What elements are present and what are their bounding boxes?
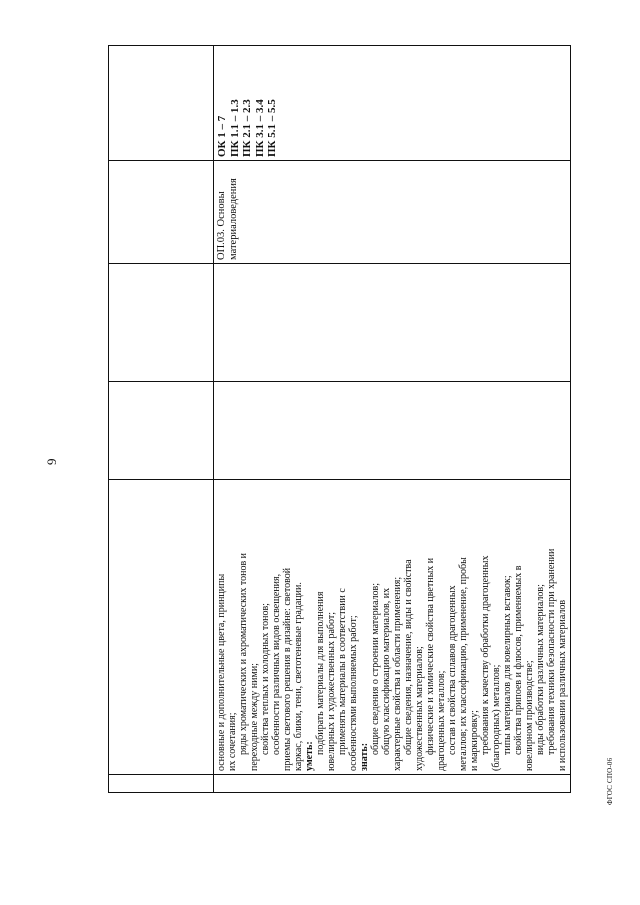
content-cell [214,480,571,775]
content-line: применять материалы в соответствии с [337,588,348,755]
content-line: приемы светового решения в дизайне: световой [282,567,293,771]
content-line: требования к качеству обработки драгоценных [480,555,491,755]
table-row [214,46,571,793]
content-line: ювелирных и художественных работ; [326,611,337,771]
competency-code: ПК 2.1 – 2.3 [241,99,253,157]
curriculum-table [108,45,571,793]
discipline-cell [214,161,571,264]
content-cell-upper [109,480,214,775]
content-line: их сочетания; [227,712,238,771]
content-line: и маркировку; [469,710,480,771]
content-line: ряды хроматических и ахроматических тонов и [238,552,249,755]
content-line: переходные между ними; [249,663,260,771]
content-line: состав и свойства сплавов драгоценных [447,585,458,755]
index-cell [109,775,214,793]
content-text [216,483,568,771]
content-line: общую классификацию материалов, их [381,587,392,755]
content-line: (благородных) металлов; [491,664,502,771]
content-line: свойства теплых и холодных тонов; [260,603,271,755]
hours-cell [109,382,214,480]
content-line: каркас, блики, тени, светотеневые градации. [293,582,304,771]
discipline-cell [109,161,214,264]
content-line: особенности различных видов освещения, [271,573,282,755]
content-line: художественных материалов; [414,646,425,771]
discipline-code: ОП.03. Основы [216,191,227,260]
competency-cell [109,46,214,161]
hours-cell [214,382,571,480]
content-line: общие сведения, назначение, виды и свойства [403,559,414,755]
hours-cell [109,264,214,382]
content-line: металлов; их классификацию, применение, пробы [458,557,469,771]
content-line: подбирать материалы для выполнения [315,591,326,755]
discipline-name: материаловедения [228,178,239,260]
competency-code: ПК 3.1 – 3.4 [253,99,266,157]
content-line: свойства припоев и флюсов, применяемых в [513,565,524,755]
content-line: характерные свойства и области применения; [392,576,403,771]
section-heading: уметь: [304,741,315,771]
competency-code: ПК 5.1 – 5.5 [266,99,278,157]
content-line: особенностями выполняемых работ; [348,615,359,771]
table-row [109,46,214,793]
content-line: требования техники безопасности при хранении [546,548,557,755]
competency-code: ПК 1.1 – 1.3 [228,99,241,157]
hours-cell [214,264,571,382]
competency-code: ОК 1 – 7 [216,115,228,157]
content-line: типы материалов для ювелирных вставок; [502,575,513,755]
content-line: физические и химические свойства цветных и [425,557,436,755]
content-line: основные и дополнительные цвета, принципы [216,573,227,771]
content-line: виды обработки различных материалов; [535,584,546,755]
content-line: и использовании различных материалов [557,599,568,771]
page-number: 9 [44,458,59,465]
competency-list [216,49,279,157]
content-line: ювелирном производстве; [524,660,535,771]
content-line: общие сведения о строении материалов; [370,583,381,755]
content-line: драгоценных металлов; [436,670,447,771]
competency-cell [214,46,571,161]
footer-code: ФГОС СПО-06 [606,757,614,805]
index-cell [214,775,571,793]
section-heading: знать: [359,742,370,771]
